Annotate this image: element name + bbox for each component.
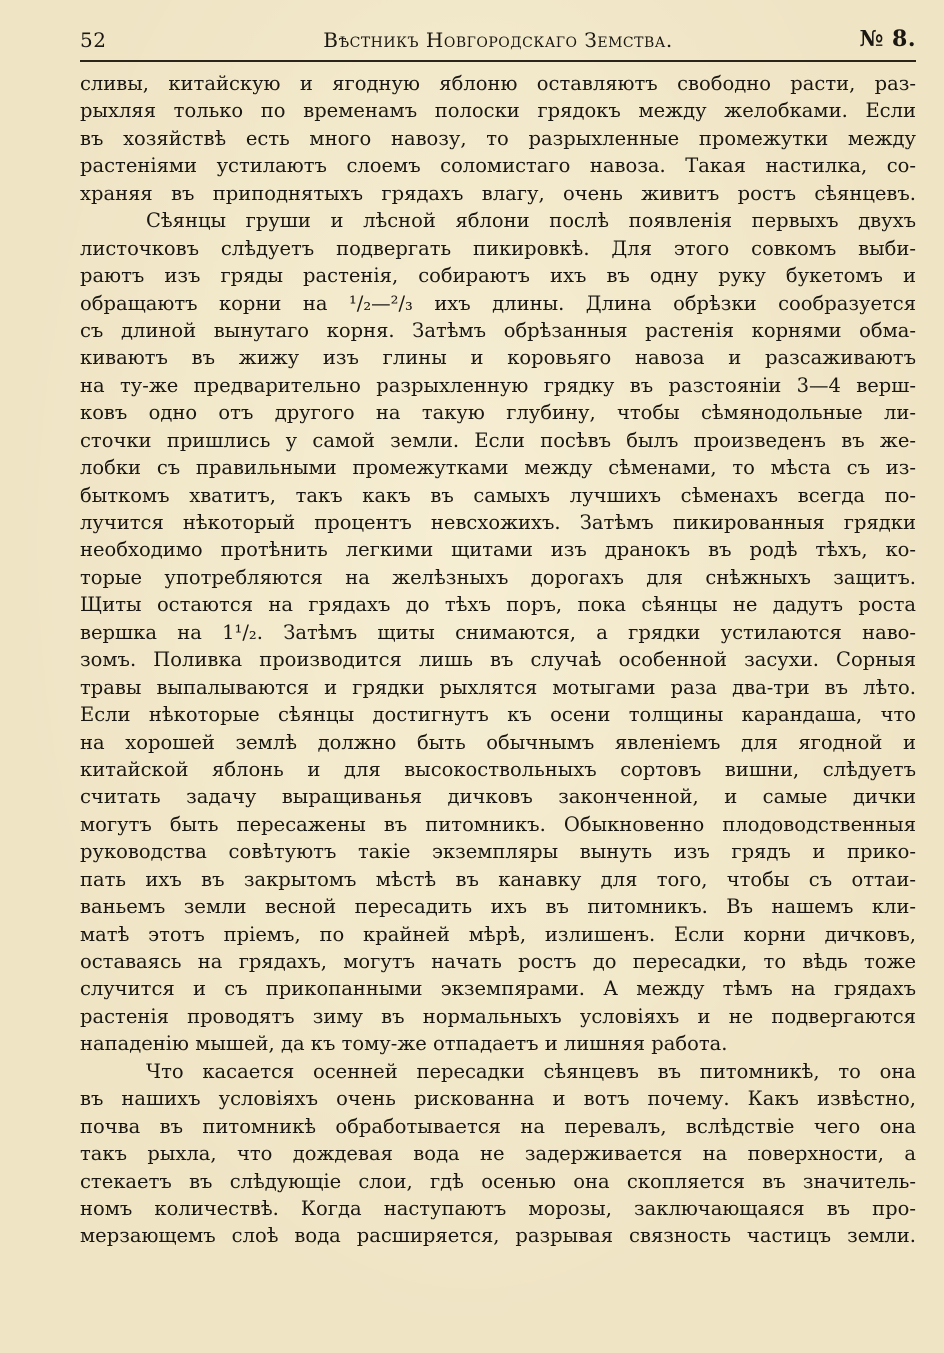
text-line: киваютъ въ жижу изъ глины и коровьяго навоза и разсаживаютъ — [80, 346, 916, 370]
text-line: торые употребляются на желѣзныхъ дорогахъ для снѣжныхъ защитъ. — [80, 565, 916, 589]
page-number: 52 — [80, 28, 107, 52]
text-line: почва въ питомникѣ обработывается на перевалъ, вслѣдствіе чего она — [80, 1114, 916, 1138]
text-line: быткомъ хватитъ, такъ какъ въ самыхъ лучшихъ сѣменахъ всегда по- — [80, 483, 916, 507]
running-header — [80, 22, 916, 58]
text-line: зомъ. Поливка производится лишь въ случаѣ особенной засухи. Сорныя — [80, 648, 916, 672]
text-line: Что касается осенней пересадки сѣянцевъ въ питомникѣ, то она — [146, 1059, 916, 1083]
text-line: съ длиной вынутаго корня. Затѣмъ обрѣзанныя растенія корнями обма- — [80, 318, 916, 342]
text-line: китайской яблонь и для высокоствольныхъ сортовъ вишни, слѣдуетъ — [80, 757, 916, 781]
text-line: листочковъ слѣдуетъ подвергать пикировкѣ. Для этого совкомъ выби- — [80, 236, 916, 260]
text-line: необходимо протѣнить легкими щитами изъ дранокъ въ родѣ тѣхъ, ко- — [80, 538, 916, 562]
text-line: раютъ изъ гряды растенія, собираютъ ихъ въ одну руку букетомъ и — [80, 264, 916, 288]
text-line: мерзающемъ слоѣ вода расширяется, разрывая связность частицъ земли. — [80, 1224, 916, 1248]
text-line: матѣ этотъ пріемъ, по крайней мѣрѣ, излишенъ. Если корни дичковъ, — [80, 922, 916, 946]
text-line: лобки съ правильными промежутками между сѣменами, то мѣста съ из- — [80, 456, 916, 480]
text-line: въ нашихъ условіяхъ очень рискованна и вотъ почему. Какъ извѣстно, — [80, 1087, 916, 1111]
text-line: Щиты остаются на грядахъ до тѣхъ поръ, пока сѣянцы не дадутъ роста — [80, 593, 916, 617]
text-line: обращаютъ корни на ¹/₂—²/₃ ихъ длины. Длина обрѣзки сообразуется — [80, 291, 916, 315]
text-line: Если нѣкоторые сѣянцы достигнутъ къ осени толщины карандаша, что — [80, 703, 916, 727]
text-line: нападенію мышей, да къ тому-же отпадаетъ и лишняя работа. — [80, 1032, 728, 1056]
text-line: лучится нѣкоторый процентъ невсхожихъ. Затѣмъ пикированныя грядки — [80, 511, 916, 534]
text-line: сливы, китайскую и ягодную яблоню оставляютъ свободно расти, раз- — [80, 72, 916, 95]
text-line: на ту-же предварительно разрыхленную грядку въ разстояніи 3—4 верш- — [80, 373, 916, 397]
text-line: на хорошей землѣ должно быть обычнымъ явленіемъ для ягодной и — [80, 730, 916, 754]
text-line: стекаетъ въ слѣдующіе слои, гдѣ осенью она скопляется въ значитель- — [80, 1169, 916, 1193]
text-line: вершка на 1¹/₂. Затѣмъ щиты снимаются, а грядки устилаются наво- — [80, 620, 916, 644]
text-line: могутъ быть пересажены въ питомникъ. Обыкновенно плодоводственныя — [80, 812, 916, 836]
text-line: случится и съ прикопанными экземпярами. А между тѣмъ на грядахъ — [80, 977, 916, 1001]
text-line: храняя въ приподнятыхъ грядахъ влагу, очень живитъ ростъ сѣянцевъ. — [80, 181, 916, 205]
text-line: сточки пришлись у самой земли. Если посѣвъ былъ произведенъ въ же- — [80, 428, 916, 452]
text-line: считать задачу выращиванья дичковъ законченной, и самые дички — [80, 785, 916, 809]
text-line: такъ рыхла, что дождевая вода не задерживается на поверхности, а — [80, 1142, 916, 1166]
text-line: руководства совѣтуютъ такіе экземпляры вынуть изъ грядъ и прико- — [80, 840, 916, 864]
text-line: растеніями устилаютъ слоемъ соломистаго навоза. Такая настилка, со- — [80, 154, 916, 178]
text-line: ваньемъ земли весной пересадить ихъ въ питомникъ. Въ нашемъ кли- — [80, 895, 916, 919]
text-line: растенія проводятъ зиму въ нормальныхъ условіяхъ и не подвергаются — [80, 1004, 916, 1028]
body-text — [80, 70, 916, 1250]
text-line: рыхляя только по временамъ полоски грядокъ между желобками. Если — [80, 99, 916, 123]
header-rule — [80, 60, 916, 62]
text-line: въ хозяйствѣ есть много навозу, то разрыхленные промежутки между — [80, 126, 916, 150]
text-line: номъ количествѣ. Когда наступаютъ морозы, заключающаяся въ про- — [80, 1196, 916, 1220]
issue-number: № 8. — [859, 26, 916, 52]
text-line: пать ихъ въ закрытомъ мѣстѣ въ канавку для того, чтобы съ оттаи- — [80, 867, 916, 891]
journal-title: Вѣстникъ Новгородскаго Земства. — [323, 28, 673, 52]
text-line: ковъ одно отъ другого на такую глубину, чтобы сѣмянодольные ли- — [80, 401, 916, 425]
text-line: Сѣянцы груши и лѣсной яблони послѣ появленія первыхъ двухъ — [146, 209, 916, 233]
text-line: оставаясь на грядахъ, могутъ начать ростъ до пересадки, то вѣдь тоже — [80, 950, 916, 973]
text-line: травы выпалываются и грядки рыхлятся мотыгами раза два-три въ лѣто. — [80, 675, 916, 699]
